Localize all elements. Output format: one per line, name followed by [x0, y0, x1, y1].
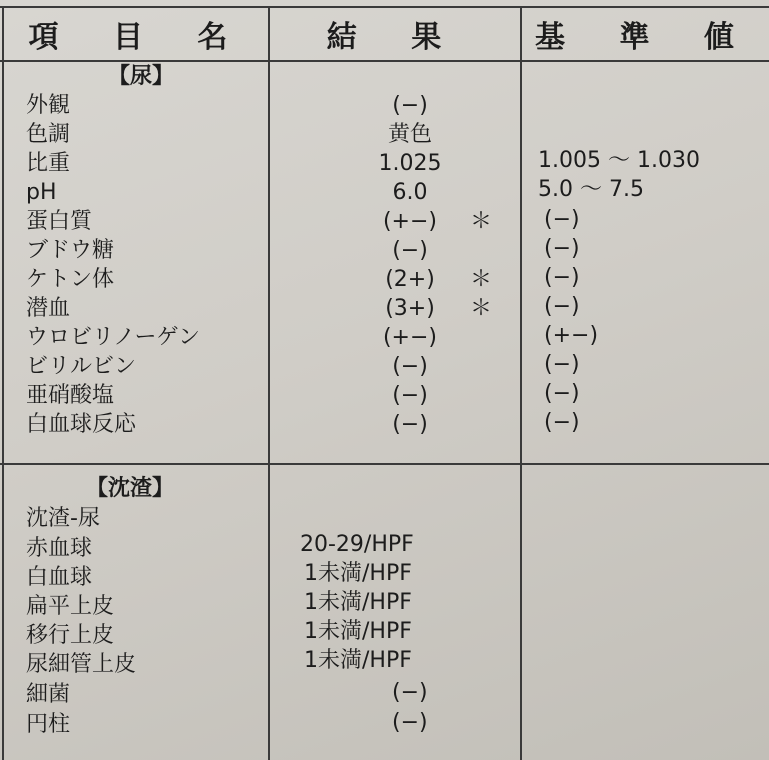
reference-value: (+−) — [544, 323, 599, 348]
result-value: (−) — [392, 680, 428, 705]
section-label-urine: 【尿】 — [108, 64, 175, 89]
item-label: 白血球 — [26, 565, 93, 590]
reference-value: (−) — [544, 265, 580, 290]
section-label-sediment: 【沈渣】 — [86, 476, 175, 501]
result-value: (2+) — [385, 267, 435, 292]
result-value: 1.025 — [378, 151, 442, 176]
header-result: 結 果 — [326, 20, 464, 55]
item-label: 沈渣-尿 — [26, 506, 100, 531]
item-label: 亜硝酸塩 — [26, 383, 115, 408]
result-value: (+−) — [382, 325, 438, 350]
item-label: 円柱 — [26, 712, 71, 737]
item-label: ビリルビン — [26, 354, 137, 379]
result-value: 1未満/HPF — [304, 648, 412, 673]
result-value: 6.0 — [392, 180, 428, 205]
item-label: 細菌 — [26, 682, 71, 707]
table-left-border — [2, 6, 4, 760]
header-reference: 基 準 値 — [535, 20, 756, 55]
reference-value: (−) — [544, 352, 580, 377]
reference-value: (−) — [544, 236, 580, 261]
column-divider-right — [520, 6, 522, 760]
result-value: 1未満/HPF — [304, 619, 412, 644]
table-top-border — [0, 6, 769, 8]
header-item-name: 項 目 名 — [28, 20, 250, 55]
item-label: 赤血球 — [26, 536, 93, 561]
result-value: 黄色 — [387, 122, 432, 147]
item-label: 蛋白質 — [26, 209, 93, 234]
item-label: ウロビリノーゲン — [26, 325, 201, 350]
result-value: 1未満/HPF — [304, 590, 412, 615]
item-label: 移行上皮 — [26, 623, 115, 648]
item-label: ケトン体 — [26, 267, 115, 292]
item-label: pH — [26, 180, 57, 205]
item-label: 尿細管上皮 — [26, 652, 137, 677]
reference-value: (−) — [544, 381, 580, 406]
reference-value: 1.005 ～ 1.030 — [538, 148, 700, 173]
item-label: 外観 — [26, 93, 71, 118]
item-label: 比重 — [26, 151, 71, 176]
section-divider — [0, 463, 769, 465]
result-value: (3+) — [385, 296, 435, 321]
result-value: 20-29/HPF — [300, 532, 414, 557]
reference-value: 5.0 ～ 7.5 — [538, 177, 644, 202]
result-value: (−) — [392, 238, 428, 263]
item-label: 白血球反応 — [26, 412, 137, 437]
result-value: (+−) — [382, 209, 438, 234]
result-value: (−) — [392, 383, 428, 408]
reference-value: (−) — [544, 410, 580, 435]
result-value: (−) — [392, 354, 428, 379]
item-label: 扁平上皮 — [26, 594, 115, 619]
item-label: 色調 — [26, 122, 71, 147]
abnormal-flag: ＊ — [470, 296, 493, 321]
result-value: (−) — [392, 412, 428, 437]
result-value: (−) — [392, 710, 428, 735]
abnormal-flag: ＊ — [470, 209, 493, 234]
abnormal-flag: ＊ — [470, 267, 493, 292]
reference-value: (−) — [544, 207, 580, 232]
item-label: ブドウ糖 — [26, 238, 115, 263]
result-value: (−) — [392, 93, 428, 118]
item-label: 潜血 — [26, 296, 71, 321]
column-divider-left — [268, 6, 270, 760]
reference-value: (−) — [544, 294, 580, 319]
result-value: 1未満/HPF — [304, 561, 412, 586]
